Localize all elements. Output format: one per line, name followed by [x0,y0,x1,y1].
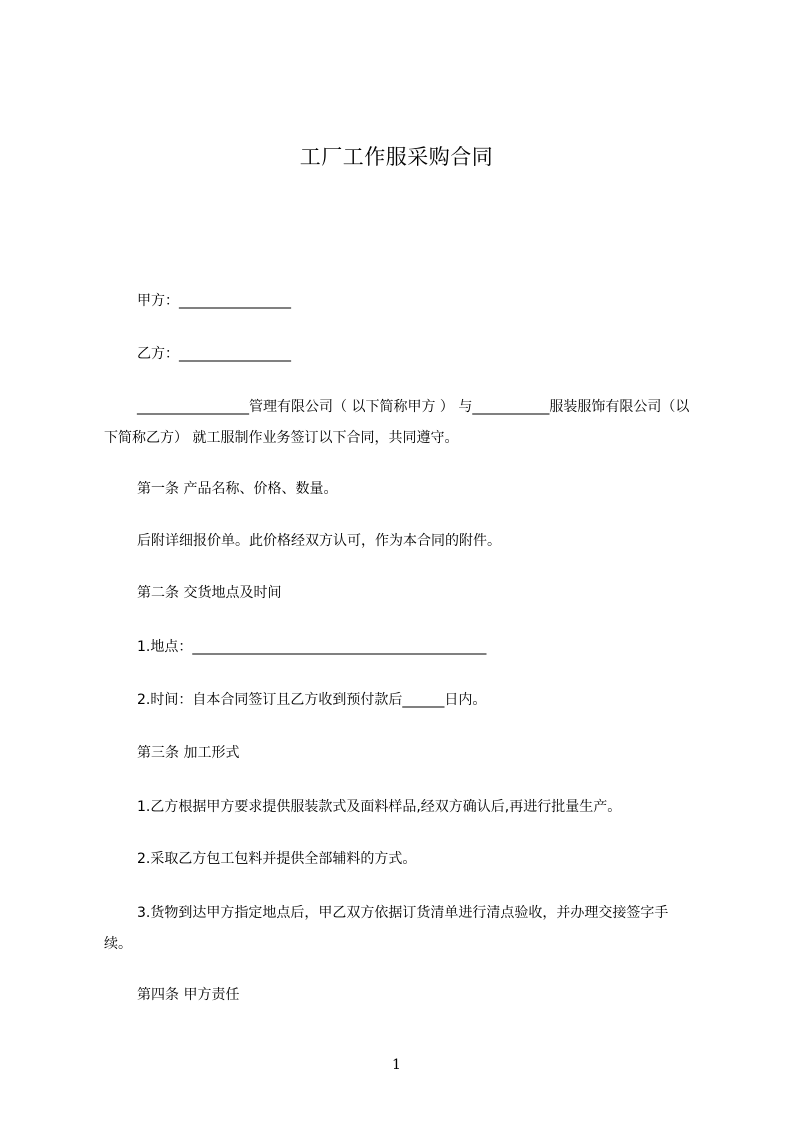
article-3-item-2: 2.采取乙方包工包料并提供全部辅料的方式。 [137,851,417,867]
article-1-text: 后附详细报价单。此价格经双方认可，作为本合同的附件。 [137,533,501,549]
document-title: 工厂工作服采购合同 [299,145,494,169]
article-1-heading: 第一条 产品名称、价格、数量。 [137,481,338,497]
article-3-item-3: 3.货物到达甲方指定地点后，甲乙双方依据订货清单进行清点验收，并办理交接签字手续。 [104,905,669,952]
article-3-item-1: 1.乙方根据甲方要求提供服装款式及面料样品,经双方确认后,再进行批量生产。 [137,799,622,815]
article-2-item-1: 1.地点：__________________________________________ [137,639,487,655]
article-2-item-2: 2.时间：自本合同签订且乙方收到预付款后______日内。 [137,692,487,708]
party-a-line: 甲方：________________ [137,293,291,309]
article-2-heading: 第二条 交货地点及时间 [137,585,282,601]
article-3-heading: 第三条 加工形式 [137,745,240,761]
article-4-heading: 第四条 甲方责任 [137,987,240,1003]
intro-paragraph: ________________管理有限公司（ 以下简称甲方 ） 与___________服装服饰有限公司（以下简称乙方） 就工服制作业务签订以下合同，共同遵守。 [104,399,690,446]
page-number: 1 [392,1057,401,1073]
party-b-line: 乙方：________________ [137,346,291,362]
